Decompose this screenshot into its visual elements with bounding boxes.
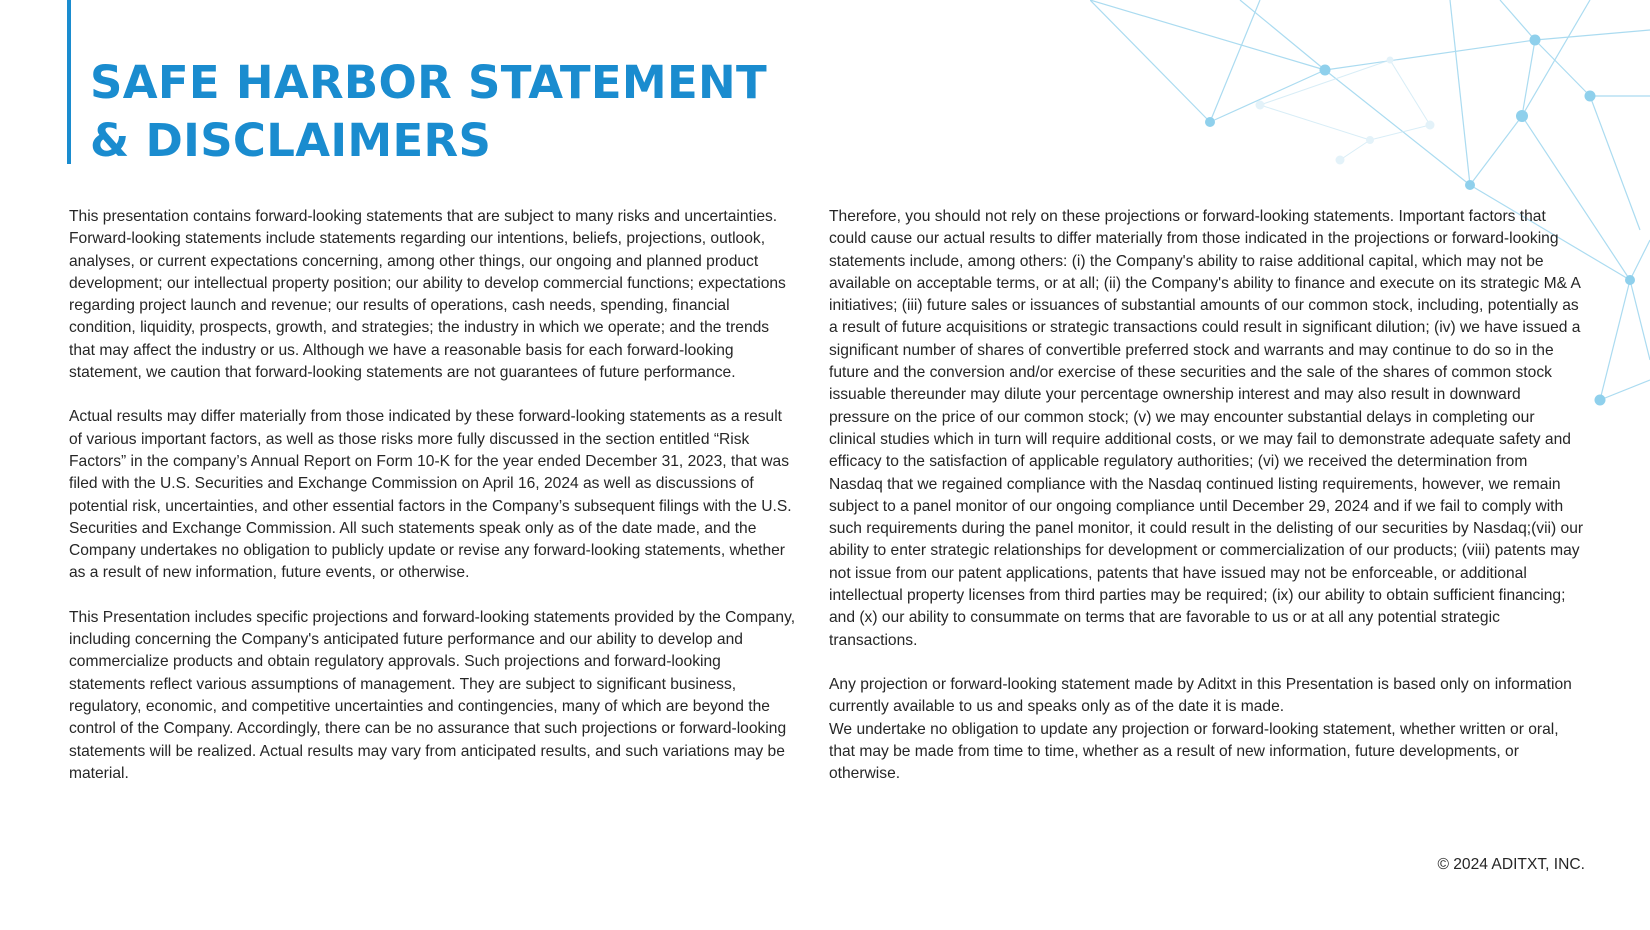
actual-results-paragraph: Actual results may differ materially from those indicated by these forward-looking statements as a result of various important factors, as well as those risks more fully discussed in the section entitled “Risk Factors” in the company’s Annual Report on Form 10-K for the year ended December 31, 2023, that was filed with the U.S. Securities and Exchange Commission on April 16, 2024 as well as discussions of potential risk, uncertainties, and other essential factors in the Company’s subsequent filings with the U.S. Securities and Exchange Commission. All such statements speak only as of the date made, and the Company undertakes no obligation to publicly update or revise any forward-looking statements, whether as a result of new information, future events, or otherwise.: [69, 408, 792, 582]
title-line-2: & DISCLAIMERS: [90, 114, 492, 167]
left-column: [69, 206, 797, 807]
no-obligation-paragraph: We undertake no obligation to update any projection or forward-looking statement, whether written or oral, that may be made from time to time, whether as a result of new information, future developments, or otherwise.: [829, 720, 1559, 783]
forward-looking-paragraph: This presentation contains forward-looking statements that are subject to many risks and uncertainties. Forward-looking statements include statements regarding our intentions, beliefs, projections, outlook, analyses, or current expectations concerning, among other things, our ongoing and planned product development; our intellectual property position; our ability to develop commercial functions; expectations regarding project launch and revenue; our results of operations, cash needs, spending, financial condition, liquidity, prospects, growth, and strategies; the industry in which we operate; and the trends that may affect the industry or us. Although we have a reasonable basis for each forward-looking statement, we caution that forward-looking statements are not guarantees of future performance.: [69, 208, 786, 382]
risk-factors-paragraph: Therefore, you should not rely on these projections or forward-looking statements. Important factors that could cause our actual results to differ materially from those indicated in the projections or forward-looking statements include, among others: (i) the Company's ability to raise additional capital, which may not be available on acceptable terms, or at all; (ii) the Company's ability to finance and execute on its strategic M& A initiatives; (iii) future sales or issuances of substantial amounts of our common stock, including, potentially as a result of future acquisitions or strategic transactions could result in significant dilution; (iv) we have issued a significant number of shares of convertible preferred stock and warrants and may continue to do so in the future and the conversion and/or exercise of these securities and the sale of the shares of common stock issuable thereunder may dilute your percentage ownership interest and may also result in downward pressure on the price of our common stock; (v) we may encounter substantial delays in completing our clinical studies which in turn will require additional costs, or we may fail to demonstrate adequate safety and efficacy to the satisfaction of applicable regulatory authorities; (vi) we received the determination from Nasdaq that we regained compliance with the Nasdaq continued listing requirements, however, we remain subject to a panel monitor of our ongoing compliance until December 29, 2024 and if we fail to comply with such requirements during the panel monitor, it could result in the delisting of our securities by Nasdaq;(vii) our ability to enter strategic relationships for development or commercialization of our products; (viii) patents may not issue from our patent applications, patents that have issued may not be enforceable, or additional intellectual property licenses from third parties may be required; (ix) our ability to obtain sufficient financing; and (x) our ability to consummate on terms that are favorable to us or at all any potential strategic transactions.: [829, 208, 1584, 649]
page-title: [90, 54, 767, 170]
title-accent-bar: [67, 0, 71, 164]
title-line-1: SAFE HARBOR STATEMENT: [90, 56, 767, 109]
projections-paragraph: This Presentation includes specific projections and forward-looking statements provided by the Company, including concerning the Company's anticipated future performance and our ability to develop and commercialize products and obtain regulatory approvals. Such projections and forward-looking statements reflect various assumptions of management. They are subject to significant business, regulatory, economic, and competitive uncertainties and contingencies, many of which are beyond the control of the Company. Accordingly, there can be no assurance that such projections or forward-looking statements will be realized. Actual results may vary from anticipated results, and such variations may be material.: [69, 608, 796, 782]
copyright-notice: © 2024 ADITXT, INC.: [1437, 856, 1585, 873]
projection-basis-paragraph: Any projection or forward-looking statement made by Aditxt in this Presentation is based only on information currently available to us and speaks only as of the date it is made.: [829, 675, 1572, 716]
right-column: [829, 206, 1584, 785]
